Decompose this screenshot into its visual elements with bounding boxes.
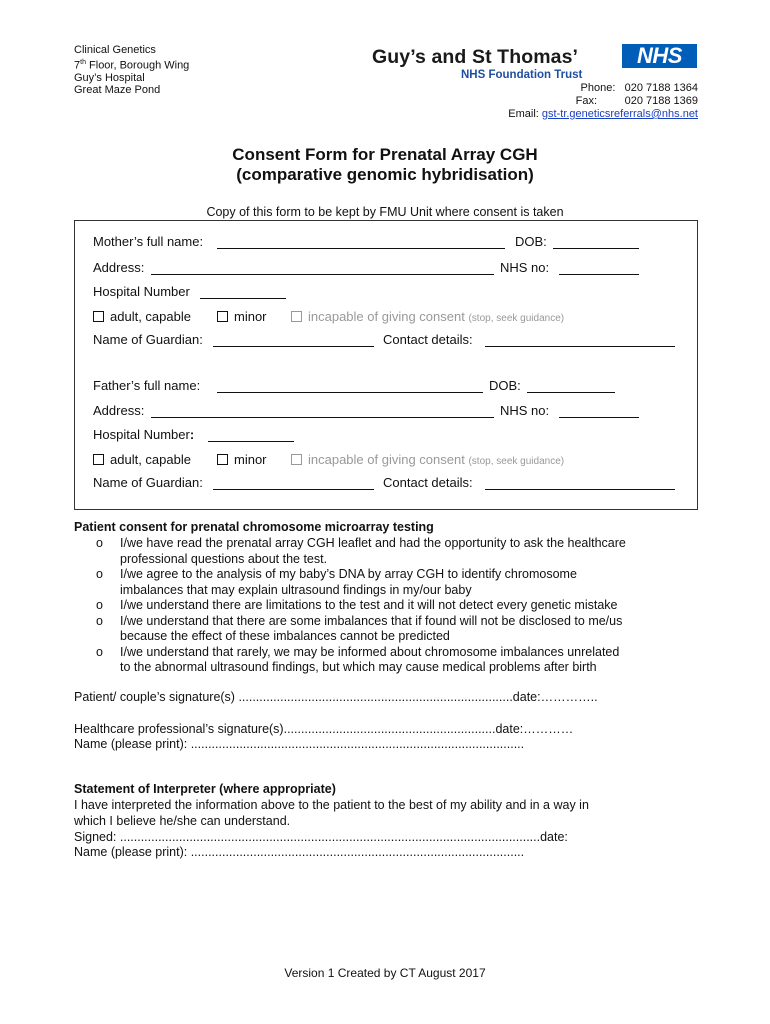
mother-nhs-field[interactable] <box>559 274 639 275</box>
mother-option-incapable[interactable]: incapable of giving consent (stop, seek guidance) <box>291 309 564 324</box>
mother-option-minor[interactable]: minor <box>217 309 267 324</box>
phone-row: Phone: 020 7188 1364 <box>580 82 698 94</box>
address-line-1: Clinical Genetics <box>74 44 156 56</box>
mother-hospital-number-field[interactable] <box>200 298 286 299</box>
father-contact-label: Contact details: <box>383 475 473 490</box>
email-link[interactable]: gst-tr.geneticsreferrals@nhs.net <box>541 108 698 120</box>
mother-contact-label: Contact details: <box>383 332 473 347</box>
mother-address-field[interactable] <box>151 274 494 275</box>
list-item: o I/we understand that there are some imbalances that if found will not be disclosed to me/us because the effect of these imbalances cannot be predicted <box>96 613 623 643</box>
contact-block <box>508 82 698 121</box>
father-dob-label: DOB: <box>489 378 521 393</box>
interpreter-signed-line[interactable]: Signed: .........................................................................................................................date: <box>74 830 568 844</box>
father-nhs-label: NHS no: <box>500 403 550 418</box>
mother-contact-field[interactable] <box>485 346 675 347</box>
mother-hospital-number-label: Hospital Number <box>93 284 190 299</box>
version-footer: Version 1 Created by CT August 2017 <box>284 966 486 980</box>
list-item: o I/we have read the prenatal array CGH leaflet and had the opportunity to ask the healthcare professional questions about the test. <box>96 536 626 566</box>
mother-address-label: Address: <box>93 260 145 275</box>
address-line-4: Great Maze Pond <box>74 84 161 97</box>
professional-signature-line[interactable]: Healthcare professional’s signature(s).............................................................date:………… <box>74 722 574 736</box>
father-name-label: Father’s full name: <box>93 378 201 393</box>
father-address-label: Address: <box>93 403 145 418</box>
father-dob-field[interactable] <box>527 392 615 393</box>
mother-guardian-label: Name of Guardian: <box>93 332 203 347</box>
interpreter-name-print[interactable]: Name (please print): ................................................................................................ <box>74 845 525 859</box>
fax-row: Fax: 020 7188 1369 <box>575 95 698 107</box>
mother-name-label: Mother’s full name: <box>93 234 204 249</box>
checkbox-icon[interactable] <box>291 454 302 465</box>
checkbox-icon[interactable] <box>93 311 104 322</box>
list-item: o I/we agree to the analysis of my baby’s DNA by array CGH to identify chromosome imbalances that may explain ultrasound findings in my/our baby <box>96 567 577 597</box>
father-hospital-number-field[interactable] <box>208 441 294 442</box>
parent-details-box <box>74 220 698 510</box>
father-option-adult[interactable]: adult, capable <box>93 452 191 467</box>
checkbox-icon[interactable] <box>217 454 228 465</box>
checkbox-icon[interactable] <box>217 311 228 322</box>
email-row: Email: gst-tr.geneticsreferrals@nhs.net <box>508 108 698 120</box>
father-guardian-field[interactable] <box>213 489 374 490</box>
mother-dob-label: DOB: <box>515 234 547 249</box>
sender-address <box>74 44 189 97</box>
consent-heading: Patient consent for prenatal chromosome microarray testing <box>74 520 434 534</box>
father-nhs-field[interactable] <box>559 417 639 418</box>
form-title: Consent Form for Prenatal Array CGH (comparative genomic hybridisation) <box>232 145 538 184</box>
mother-option-adult[interactable]: adult, capable <box>93 309 191 324</box>
nhs-logo-icon: NHS <box>622 44 697 68</box>
copy-note: Copy of this form to be kept by FMU Unit where consent is taken <box>206 205 564 219</box>
mother-nhs-label: NHS no: <box>500 260 550 275</box>
mother-name-field[interactable] <box>217 248 505 249</box>
mother-dob-field[interactable] <box>553 248 639 249</box>
checkbox-icon[interactable] <box>291 311 302 322</box>
interpreter-heading: Statement of Interpreter (where appropriate) <box>74 782 336 796</box>
father-contact-field[interactable] <box>485 489 675 490</box>
interpreter-statement-line-2: which I believe he/she can understand. <box>74 814 291 828</box>
consent-list <box>74 536 714 676</box>
address-line-2: 7th Floor, Borough Wing <box>74 58 190 72</box>
list-item: o I/we understand that rarely, we may be informed about chromosome imbalances unrelated to the abnormal ultrasound findings, but which may cause medical problems after birth <box>96 644 620 674</box>
father-option-minor[interactable]: minor <box>217 452 267 467</box>
father-hospital-number-label: Hospital Number: <box>93 427 195 442</box>
address-line-3: Guy’s Hospital <box>74 71 145 84</box>
list-item: o I/we understand there are limitations to the test and it will not detect every genetic mistake <box>96 598 618 612</box>
patient-signature-line[interactable]: Patient/ couple’s signature(s) ...............................................................................date:………….. <box>74 690 598 704</box>
father-option-incapable[interactable]: incapable of giving consent (stop, seek guidance) <box>291 452 564 467</box>
interpreter-statement-line-1: I have interpreted the information above to the patient to the best of my ability and in a way in <box>74 798 589 812</box>
trust-name: Guy’s and St Thomas’ <box>372 46 579 68</box>
father-address-field[interactable] <box>151 417 494 418</box>
professional-name-print[interactable]: Name (please print): ................................................................................................ <box>74 737 525 751</box>
father-name-field[interactable] <box>217 392 483 393</box>
checkbox-icon[interactable] <box>93 454 104 465</box>
father-guardian-label: Name of Guardian: <box>93 475 203 490</box>
trust-subtitle: NHS Foundation Trust <box>461 69 583 81</box>
mother-guardian-field[interactable] <box>213 346 374 347</box>
